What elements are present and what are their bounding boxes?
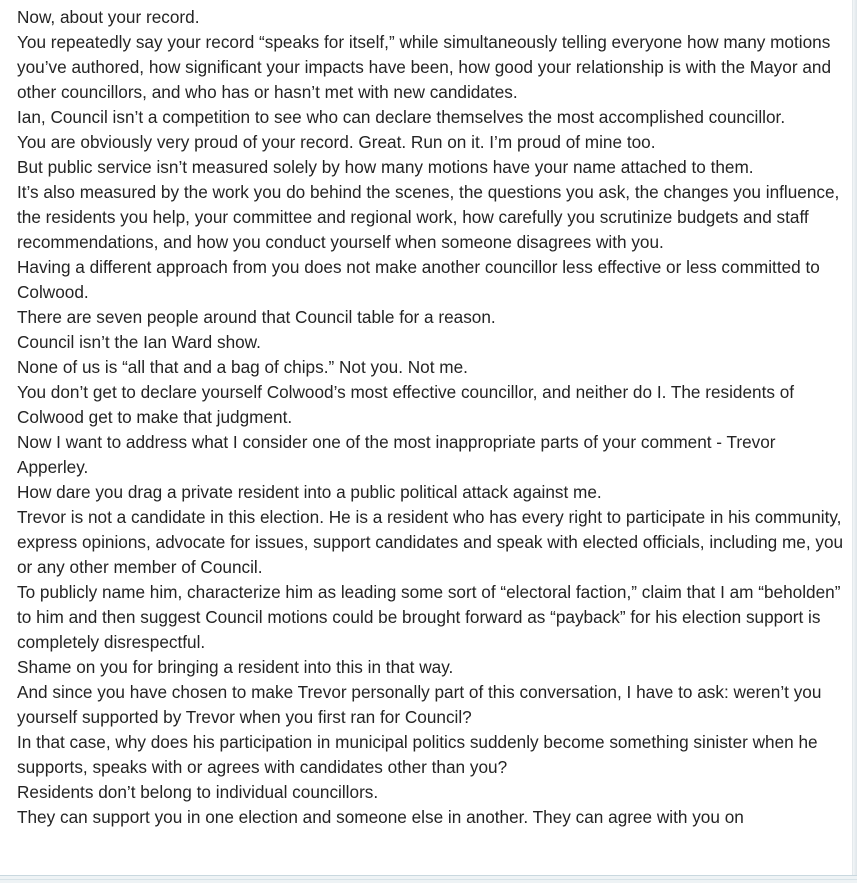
paragraph: Shame on you for bringing a resident into this in that way. <box>17 657 454 677</box>
paragraph: There are seven people around that Council table for a reason. <box>17 307 496 327</box>
paragraph: Having a different approach from you does not make another councillor less effective or less committed to Colwood. <box>17 257 820 302</box>
paragraph: Council isn’t the Ian Ward show. <box>17 332 261 352</box>
window-right-edge <box>852 0 857 883</box>
paragraph: How dare you drag a private resident into a public political attack against me. <box>17 482 602 502</box>
paragraph: To publicly name him, characterize him as leading some sort of “electoral faction,” claim that I am “beholden” to him and then suggest Council motions could be brought forward as “payback” for his election support is completely disrespectful. <box>17 582 841 652</box>
paragraph: You don’t get to declare yourself Colwood’s most effective councillor, and neither do I. The residents of Colwood get to make that judgment. <box>17 382 795 427</box>
paragraph: And since you have chosen to make Trevor personally part of this conversation, I have to ask: weren’t you yourself supported by Trevor when you first ran for Council? <box>17 682 822 727</box>
paragraph: But public service isn’t measured solely by how many motions have your name attached to them. <box>17 157 754 177</box>
paragraph: You repeatedly say your record “speaks for itself,” while simultaneously telling everyone how many motions you’ve authored, how significant your impacts have been, how good your relationship is with the Mayor and other councillors, and who has or hasn’t met with new candidates. <box>17 32 832 102</box>
window-bottom-edge <box>0 875 857 883</box>
paragraph: Trevor is not a candidate in this election. He is a resident who has every right to participate in his community, express opinions, advocate for issues, support candidates and speak with elected officials, including me, you or any other member of Council. <box>17 507 844 577</box>
paragraph: In that case, why does his participation in municipal politics suddenly become something sinister when he supports, speaks with or agrees with candidates other than you? <box>17 732 818 777</box>
paragraph: Now I want to address what I consider one of the most inappropriate parts of your comment - Trevor Apperley. <box>17 432 776 477</box>
paragraph: They can support you in one election and someone else in another. They can agree with you on <box>17 807 744 827</box>
post-body-text <box>17 5 847 830</box>
paragraph: Ian, Council isn’t a competition to see who can declare themselves the most accomplished councillor. <box>17 107 786 127</box>
paragraph: It’s also measured by the work you do behind the scenes, the questions you ask, the changes you influence, the residents you help, your committee and regional work, how carefully you scrutinize budgets and staff recommendations, and how you conduct yourself when someone disagrees with you. <box>17 182 840 252</box>
paragraph: Residents don’t belong to individual councillors. <box>17 782 379 802</box>
paragraph: You are obviously very proud of your record. Great. Run on it. I’m proud of mine too. <box>17 132 656 152</box>
paragraph: Now, about your record. <box>17 7 200 27</box>
paragraph: None of us is “all that and a bag of chips.” Not you. Not me. <box>17 357 468 377</box>
